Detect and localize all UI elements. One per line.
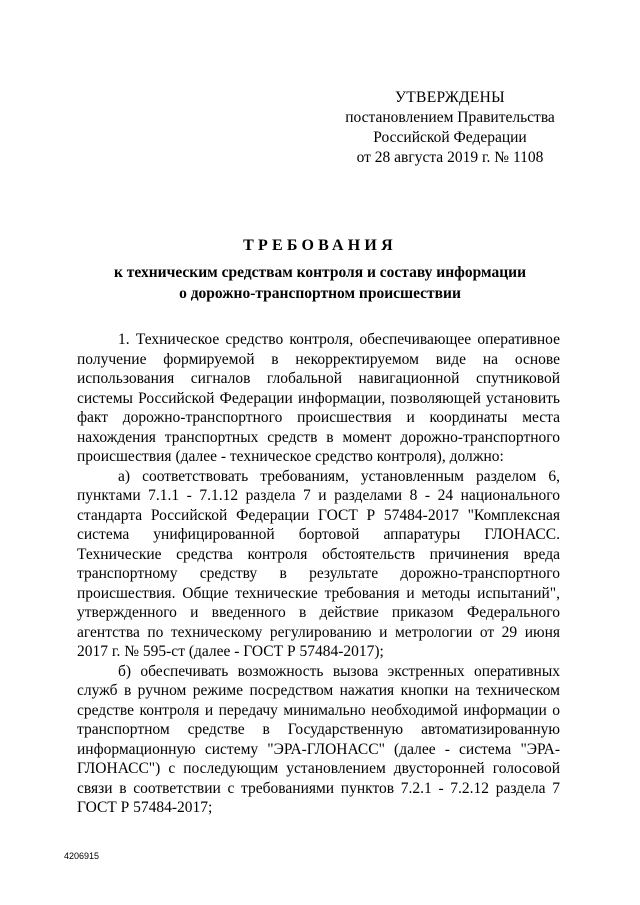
approval-block <box>330 88 570 168</box>
paragraph-b: б) обеспечивать возможность вызова экстренных оперативных служб в ручном режиме посредством нажатия кнопки на техническом средстве контроля и передачу минимально необходимой информации о транспортном средстве в Государственную автоматизированную информационную систему "ЭРА-ГЛОНАСС" (далее - система "ЭРА-ГЛОНАСС") с последующим установлением двусторонней голосовой связи в соответствии с требованиями пунктов 7.2.1 - 7.2.12 раздела 7 ГОСТ Р 57484-2017; <box>77 662 560 816</box>
paragraph-a: а) соответствовать требованиям, установленным разделом 6, пунктами 7.1.1 - 7.1.12 раздела 7 и разделами 8 - 24 национального стандарта Российской Федерации ГОСТ Р 57484-2017 "Комплексная система унифицированной бортовой аппаратуры ГЛОНАСС. Технические средства контроля обстоятельств причинения вреда транспортному средству в результате дорожно-транспортного происшествия. Общие технические требования и методы испытаний", утвержденного и введенного в действие приказом Федерального агентства по техническому регулированию и метрологии от 29 июня 2017 г. № 595-ст (далее - ГОСТ Р 57484-2017); <box>77 467 560 660</box>
approval-line-1: постановлением Правительства <box>345 109 555 126</box>
document-code: 4206915 <box>64 851 100 861</box>
document-heading <box>60 236 580 304</box>
document-body <box>77 330 560 818</box>
approval-title: УТВЕРЖДЕНЫ <box>395 89 505 106</box>
document-subtitle-line-2: о дорожно-транспортном происшествии <box>179 285 461 302</box>
document-title: ТРЕБОВАНИЯ <box>243 237 397 254</box>
document-subtitle-line-1: к техническим средствам контроля и составу информации <box>113 264 527 281</box>
approval-line-2: Российской Федерации <box>373 129 527 146</box>
document-subtitle <box>60 262 580 304</box>
paragraph-1: 1. Техническое средство контроля, обеспечивающее оперативное получение формируемой в некорректируемом виде на основе использования сигналов глобальной навигационной спутниковой системы Российской Федерации информации, позволяющей установить факт дорожно-транспортного происшествия и координаты места нахождения транспортных средств в момент дорожно-транспортного происшествия (далее - техническое средство контроля), должно: <box>77 331 560 465</box>
approval-line-3: от 28 августа 2019 г. № 1108 <box>356 149 544 166</box>
